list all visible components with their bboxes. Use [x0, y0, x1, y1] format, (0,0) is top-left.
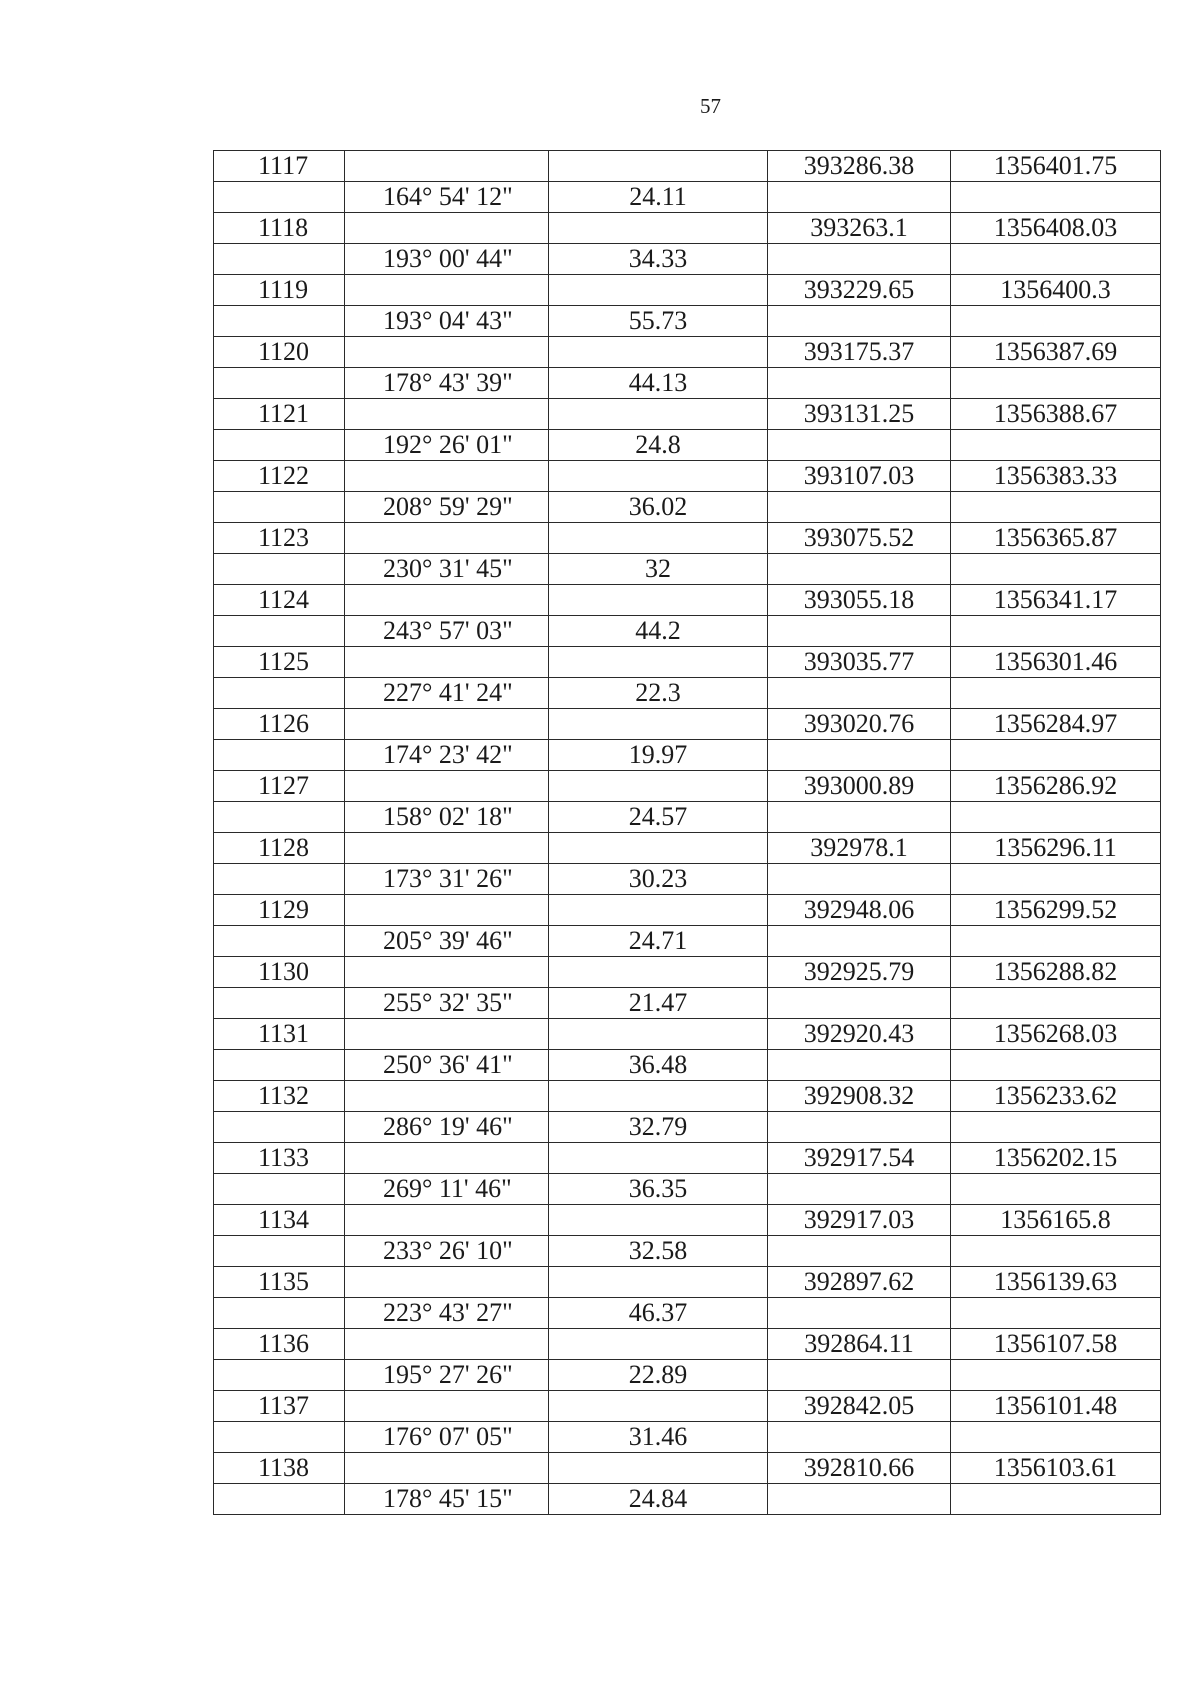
northing-cell [768, 678, 951, 709]
station-cell [214, 802, 345, 833]
station-cell: 1119 [214, 275, 345, 306]
easting-cell: 1356165.8 [951, 1205, 1161, 1236]
station-cell: 1126 [214, 709, 345, 740]
table-body [214, 151, 1161, 1515]
distance-cell: 32.79 [549, 1112, 768, 1143]
table-row [214, 461, 1161, 492]
bearing-cell [345, 709, 549, 740]
bearing-cell [345, 1453, 549, 1484]
distance-cell [549, 213, 768, 244]
table-row [214, 1329, 1161, 1360]
easting-cell [951, 988, 1161, 1019]
distance-cell: 55.73 [549, 306, 768, 337]
easting-cell: 1356400.3 [951, 275, 1161, 306]
bearing-cell: 195° 27' 26" [345, 1360, 549, 1391]
station-cell [214, 864, 345, 895]
station-cell: 1131 [214, 1019, 345, 1050]
distance-cell [549, 585, 768, 616]
northing-cell [768, 182, 951, 213]
distance-cell [549, 895, 768, 926]
table-row [214, 1484, 1161, 1515]
distance-cell: 44.2 [549, 616, 768, 647]
station-cell [214, 926, 345, 957]
distance-cell: 32.58 [549, 1236, 768, 1267]
easting-cell: 1356383.33 [951, 461, 1161, 492]
distance-cell [549, 957, 768, 988]
northing-cell [768, 430, 951, 461]
northing-cell: 392948.06 [768, 895, 951, 926]
northing-cell: 393000.89 [768, 771, 951, 802]
easting-cell: 1356387.69 [951, 337, 1161, 368]
distance-cell: 24.71 [549, 926, 768, 957]
bearing-cell: 269° 11' 46" [345, 1174, 549, 1205]
bearing-cell: 193° 00' 44" [345, 244, 549, 275]
easting-cell [951, 182, 1161, 213]
bearing-cell: 233° 26' 10" [345, 1236, 549, 1267]
page-number: 57 [700, 94, 721, 118]
table-row [214, 1360, 1161, 1391]
station-cell [214, 1236, 345, 1267]
northing-cell [768, 988, 951, 1019]
easting-cell: 1356233.62 [951, 1081, 1161, 1112]
table-row [214, 1143, 1161, 1174]
easting-cell [951, 306, 1161, 337]
northing-cell [768, 1484, 951, 1515]
northing-cell [768, 864, 951, 895]
station-cell [214, 430, 345, 461]
northing-cell: 392908.32 [768, 1081, 951, 1112]
northing-cell [768, 926, 951, 957]
distance-cell: 32 [549, 554, 768, 585]
northing-cell: 393055.18 [768, 585, 951, 616]
distance-cell [549, 151, 768, 182]
survey-coordinate-table [213, 150, 1161, 1515]
distance-cell [549, 1453, 768, 1484]
easting-cell [951, 740, 1161, 771]
station-cell [214, 306, 345, 337]
distance-cell [549, 523, 768, 554]
bearing-cell: 227° 41' 24" [345, 678, 549, 709]
bearing-cell [345, 461, 549, 492]
station-cell: 1137 [214, 1391, 345, 1422]
station-cell [214, 492, 345, 523]
easting-cell [951, 1484, 1161, 1515]
table-row [214, 213, 1161, 244]
northing-cell [768, 1174, 951, 1205]
distance-cell [549, 1019, 768, 1050]
easting-cell [951, 554, 1161, 585]
northing-cell: 392810.66 [768, 1453, 951, 1484]
bearing-cell: 230° 31' 45" [345, 554, 549, 585]
table-row [214, 740, 1161, 771]
easting-cell: 1356139.63 [951, 1267, 1161, 1298]
distance-cell: 24.57 [549, 802, 768, 833]
station-cell [214, 554, 345, 585]
northing-cell: 393020.76 [768, 709, 951, 740]
northing-cell [768, 306, 951, 337]
easting-cell: 1356286.92 [951, 771, 1161, 802]
northing-cell: 392917.54 [768, 1143, 951, 1174]
bearing-cell [345, 585, 549, 616]
distance-cell: 36.35 [549, 1174, 768, 1205]
bearing-cell: 192° 26' 01" [345, 430, 549, 461]
bearing-cell: 223° 43' 27" [345, 1298, 549, 1329]
northing-cell [768, 368, 951, 399]
distance-cell [549, 461, 768, 492]
bearing-cell [345, 399, 549, 430]
table-row [214, 151, 1161, 182]
easting-cell: 1356202.15 [951, 1143, 1161, 1174]
distance-cell [549, 399, 768, 430]
distance-cell [549, 833, 768, 864]
distance-cell: 21.47 [549, 988, 768, 1019]
bearing-cell [345, 151, 549, 182]
easting-cell [951, 1174, 1161, 1205]
table-row [214, 306, 1161, 337]
easting-cell [951, 1422, 1161, 1453]
bearing-cell [345, 1205, 549, 1236]
table-row [214, 337, 1161, 368]
distance-cell [549, 337, 768, 368]
station-cell: 1127 [214, 771, 345, 802]
northing-cell: 393263.1 [768, 213, 951, 244]
distance-cell: 31.46 [549, 1422, 768, 1453]
station-cell: 1130 [214, 957, 345, 988]
northing-cell [768, 1422, 951, 1453]
bearing-cell: 173° 31' 26" [345, 864, 549, 895]
table-row [214, 1050, 1161, 1081]
distance-cell [549, 709, 768, 740]
distance-cell [549, 1329, 768, 1360]
bearing-cell [345, 1081, 549, 1112]
station-cell [214, 368, 345, 399]
northing-cell [768, 1236, 951, 1267]
northing-cell: 393286.38 [768, 151, 951, 182]
table-row [214, 1453, 1161, 1484]
table-row [214, 1236, 1161, 1267]
distance-cell [549, 1143, 768, 1174]
table-row [214, 1081, 1161, 1112]
station-cell: 1133 [214, 1143, 345, 1174]
bearing-cell: 176° 07' 05" [345, 1422, 549, 1453]
northing-cell: 392917.03 [768, 1205, 951, 1236]
table-row [214, 368, 1161, 399]
distance-cell: 22.89 [549, 1360, 768, 1391]
northing-cell: 392920.43 [768, 1019, 951, 1050]
northing-cell: 393175.37 [768, 337, 951, 368]
bearing-cell [345, 337, 549, 368]
table-row [214, 895, 1161, 926]
northing-cell [768, 554, 951, 585]
table-row [214, 1391, 1161, 1422]
table-row [214, 1298, 1161, 1329]
station-cell [214, 1360, 345, 1391]
table-row [214, 1422, 1161, 1453]
easting-cell: 1356103.61 [951, 1453, 1161, 1484]
station-cell: 1136 [214, 1329, 345, 1360]
station-cell [214, 988, 345, 1019]
northing-cell: 392897.62 [768, 1267, 951, 1298]
northing-cell [768, 1298, 951, 1329]
easting-cell: 1356296.11 [951, 833, 1161, 864]
station-cell [214, 1050, 345, 1081]
bearing-cell: 250° 36' 41" [345, 1050, 549, 1081]
distance-cell [549, 647, 768, 678]
station-cell: 1122 [214, 461, 345, 492]
bearing-cell [345, 1019, 549, 1050]
station-cell [214, 182, 345, 213]
station-cell: 1138 [214, 1453, 345, 1484]
table-row [214, 430, 1161, 461]
northing-cell: 392978.1 [768, 833, 951, 864]
easting-cell: 1356388.67 [951, 399, 1161, 430]
northing-cell [768, 740, 951, 771]
distance-cell: 22.3 [549, 678, 768, 709]
easting-cell: 1356101.48 [951, 1391, 1161, 1422]
easting-cell [951, 1360, 1161, 1391]
table-row [214, 709, 1161, 740]
bearing-cell: 243° 57' 03" [345, 616, 549, 647]
table-row [214, 1112, 1161, 1143]
bearing-cell: 178° 45' 15" [345, 1484, 549, 1515]
northing-cell [768, 492, 951, 523]
northing-cell: 393229.65 [768, 275, 951, 306]
easting-cell: 1356301.46 [951, 647, 1161, 678]
table-row [214, 864, 1161, 895]
table-row [214, 833, 1161, 864]
easting-cell: 1356408.03 [951, 213, 1161, 244]
bearing-cell [345, 895, 549, 926]
bearing-cell [345, 1329, 549, 1360]
distance-cell [549, 1391, 768, 1422]
northing-cell: 392925.79 [768, 957, 951, 988]
easting-cell [951, 1050, 1161, 1081]
table-row [214, 182, 1161, 213]
bearing-cell [345, 1391, 549, 1422]
table-row [214, 771, 1161, 802]
distance-cell: 36.02 [549, 492, 768, 523]
northing-cell [768, 1112, 951, 1143]
easting-cell [951, 1236, 1161, 1267]
distance-cell: 30.23 [549, 864, 768, 895]
distance-cell [549, 1267, 768, 1298]
distance-cell [549, 275, 768, 306]
easting-cell [951, 244, 1161, 275]
bearing-cell: 174° 23' 42" [345, 740, 549, 771]
table-row [214, 585, 1161, 616]
easting-cell: 1356341.17 [951, 585, 1161, 616]
table-row [214, 275, 1161, 306]
easting-cell [951, 368, 1161, 399]
bearing-cell: 286° 19' 46" [345, 1112, 549, 1143]
easting-cell: 1356401.75 [951, 151, 1161, 182]
station-cell: 1129 [214, 895, 345, 926]
table-row [214, 1019, 1161, 1050]
easting-cell: 1356365.87 [951, 523, 1161, 554]
station-cell [214, 1484, 345, 1515]
distance-cell: 19.97 [549, 740, 768, 771]
station-cell: 1132 [214, 1081, 345, 1112]
table-row [214, 554, 1161, 585]
station-cell [214, 1174, 345, 1205]
table-row [214, 616, 1161, 647]
table-row [214, 802, 1161, 833]
station-cell: 1135 [214, 1267, 345, 1298]
table-row [214, 926, 1161, 957]
station-cell [214, 740, 345, 771]
bearing-cell: 193° 04' 43" [345, 306, 549, 337]
easting-cell [951, 1112, 1161, 1143]
distance-cell: 44.13 [549, 368, 768, 399]
bearing-cell: 208° 59' 29" [345, 492, 549, 523]
bearing-cell: 158° 02' 18" [345, 802, 549, 833]
easting-cell: 1356268.03 [951, 1019, 1161, 1050]
bearing-cell [345, 1143, 549, 1174]
northing-cell: 392842.05 [768, 1391, 951, 1422]
table-row [214, 647, 1161, 678]
bearing-cell: 164° 54' 12" [345, 182, 549, 213]
table-row [214, 244, 1161, 275]
easting-cell [951, 492, 1161, 523]
station-cell [214, 1298, 345, 1329]
easting-cell: 1356284.97 [951, 709, 1161, 740]
bearing-cell [345, 275, 549, 306]
station-cell: 1120 [214, 337, 345, 368]
bearing-cell: 205° 39' 46" [345, 926, 549, 957]
easting-cell [951, 678, 1161, 709]
distance-cell: 36.48 [549, 1050, 768, 1081]
distance-cell: 24.84 [549, 1484, 768, 1515]
northing-cell [768, 1360, 951, 1391]
distance-cell: 46.37 [549, 1298, 768, 1329]
bearing-cell [345, 647, 549, 678]
easting-cell: 1356299.52 [951, 895, 1161, 926]
station-cell: 1117 [214, 151, 345, 182]
distance-cell: 34.33 [549, 244, 768, 275]
station-cell: 1124 [214, 585, 345, 616]
bearing-cell [345, 957, 549, 988]
table-row [214, 957, 1161, 988]
distance-cell [549, 1081, 768, 1112]
easting-cell: 1356288.82 [951, 957, 1161, 988]
northing-cell [768, 616, 951, 647]
easting-cell: 1356107.58 [951, 1329, 1161, 1360]
northing-cell [768, 1050, 951, 1081]
easting-cell [951, 802, 1161, 833]
station-cell: 1128 [214, 833, 345, 864]
northing-cell: 393035.77 [768, 647, 951, 678]
station-cell [214, 244, 345, 275]
station-cell [214, 616, 345, 647]
station-cell [214, 1112, 345, 1143]
station-cell [214, 678, 345, 709]
distance-cell [549, 771, 768, 802]
station-cell: 1134 [214, 1205, 345, 1236]
northing-cell: 392864.11 [768, 1329, 951, 1360]
table-row [214, 988, 1161, 1019]
easting-cell [951, 616, 1161, 647]
station-cell [214, 1422, 345, 1453]
easting-cell [951, 1298, 1161, 1329]
table-row [214, 492, 1161, 523]
bearing-cell [345, 213, 549, 244]
northing-cell [768, 802, 951, 833]
bearing-cell: 178° 43' 39" [345, 368, 549, 399]
table-row [214, 1205, 1161, 1236]
distance-cell [549, 1205, 768, 1236]
northing-cell: 393075.52 [768, 523, 951, 554]
northing-cell: 393107.03 [768, 461, 951, 492]
station-cell: 1118 [214, 213, 345, 244]
bearing-cell [345, 523, 549, 554]
table-row [214, 1267, 1161, 1298]
easting-cell [951, 926, 1161, 957]
table-row [214, 1174, 1161, 1205]
station-cell: 1121 [214, 399, 345, 430]
northing-cell [768, 244, 951, 275]
table-row [214, 399, 1161, 430]
easting-cell [951, 430, 1161, 461]
distance-cell: 24.8 [549, 430, 768, 461]
bearing-cell: 255° 32' 35" [345, 988, 549, 1019]
easting-cell [951, 864, 1161, 895]
table-row [214, 678, 1161, 709]
table-row [214, 523, 1161, 554]
northing-cell: 393131.25 [768, 399, 951, 430]
bearing-cell [345, 1267, 549, 1298]
bearing-cell [345, 833, 549, 864]
station-cell: 1123 [214, 523, 345, 554]
bearing-cell [345, 771, 549, 802]
distance-cell: 24.11 [549, 182, 768, 213]
station-cell: 1125 [214, 647, 345, 678]
